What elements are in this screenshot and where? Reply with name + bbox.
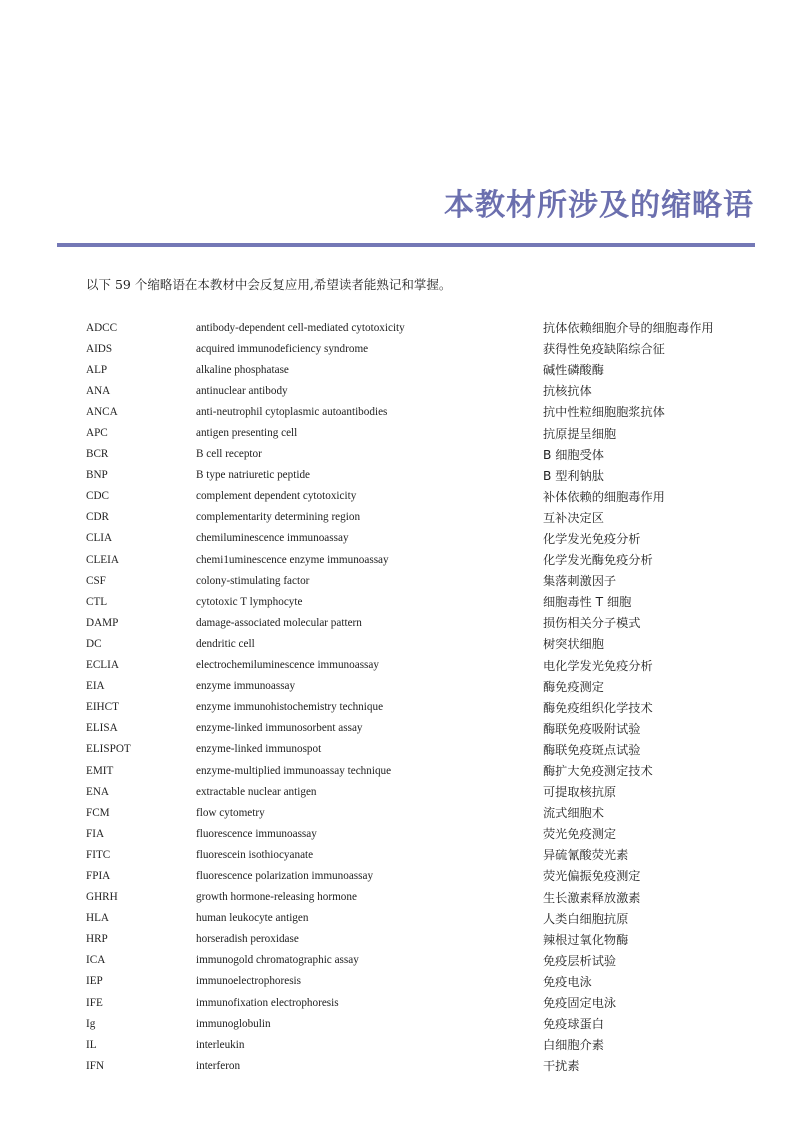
abbreviation-row xyxy=(86,887,766,908)
abbreviation-chinese-name: B 细胞受体 xyxy=(543,447,604,462)
abbreviation-list xyxy=(86,317,766,1076)
abbreviation-chinese-name: 荧光免疫测定 xyxy=(543,827,617,842)
abbreviation-chinese-name: 化学发光酶免疫分析 xyxy=(543,553,653,568)
abbreviation-term: EMIT xyxy=(86,764,114,777)
abbreviation-term: IFN xyxy=(86,1059,105,1072)
abbreviation-row xyxy=(86,380,766,401)
abbreviation-row xyxy=(86,992,766,1013)
abbreviation-full-name: chemiluminescence immunoassay xyxy=(196,532,349,545)
abbreviation-full-name: immunoglobulin xyxy=(196,1017,271,1030)
abbreviation-full-name: interleukin xyxy=(196,1038,245,1051)
abbreviation-full-name: complementarity determining region xyxy=(196,511,361,524)
abbreviation-row xyxy=(86,655,766,676)
abbreviation-row xyxy=(86,549,766,570)
abbreviation-term: ECLIA xyxy=(86,659,119,672)
abbreviation-term: FPIA xyxy=(86,869,111,882)
abbreviation-row xyxy=(86,781,766,802)
abbreviation-full-name: anti-neutrophil cytoplasmic autoantibodies xyxy=(196,405,388,418)
abbreviation-full-name: enzyme-linked immunosorbent assay xyxy=(196,722,363,735)
abbreviation-full-name: enzyme-linked immunospot xyxy=(196,743,322,756)
abbreviation-term: DC xyxy=(86,637,102,650)
abbreviation-full-name: fluorescence polarization immunoassay xyxy=(196,869,374,882)
abbreviation-full-name: colony-stimulating factor xyxy=(196,574,310,587)
abbreviation-term: HLA xyxy=(86,912,109,925)
abbreviation-chinese-name: 人类白细胞抗原 xyxy=(543,911,629,926)
abbreviation-chinese-name: 异硫氰酸荧光素 xyxy=(543,848,629,863)
abbreviation-row xyxy=(86,317,766,338)
page-title: 本教材所涉及的缩略语 xyxy=(444,188,754,223)
abbreviation-chinese-name: 干扰素 xyxy=(543,1059,580,1074)
abbreviation-row xyxy=(86,507,766,528)
abbreviation-chinese-name: 补体依赖的细胞毒作用 xyxy=(543,489,665,504)
abbreviation-chinese-name: 免疫球蛋白 xyxy=(543,1017,604,1032)
abbreviation-full-name: electrochemiluminescence immunoassay xyxy=(196,659,379,672)
abbreviation-full-name: damage-associated molecular pattern xyxy=(196,616,362,629)
abbreviation-full-name: alkaline phosphatase xyxy=(196,363,289,376)
abbreviation-term: Ig xyxy=(86,1017,96,1030)
abbreviation-chinese-name: B 型利钠肽 xyxy=(543,468,604,483)
abbreviation-chinese-name: 抗体依赖细胞介导的细胞毒作用 xyxy=(543,321,714,336)
abbreviation-row xyxy=(86,971,766,992)
abbreviation-term: CLIA xyxy=(86,532,113,545)
abbreviation-chinese-name: 细胞毒性 T 细胞 xyxy=(543,595,632,610)
title-divider xyxy=(57,243,755,247)
abbreviation-row xyxy=(86,676,766,697)
abbreviation-term: ANCA xyxy=(86,405,118,418)
abbreviation-row xyxy=(86,697,766,718)
abbreviation-full-name: acquired immunodeficiency syndrome xyxy=(196,342,369,355)
abbreviation-chinese-name: 酶联免疫斑点试验 xyxy=(543,742,641,757)
abbreviation-row xyxy=(86,338,766,359)
abbreviation-row xyxy=(86,486,766,507)
abbreviation-term: ADCC xyxy=(86,321,118,334)
abbreviation-chinese-name: 电化学发光免疫分析 xyxy=(543,658,653,673)
abbreviation-full-name: horseradish peroxidase xyxy=(196,933,299,946)
abbreviation-term: EIA xyxy=(86,680,105,693)
abbreviation-term: ICA xyxy=(86,954,106,967)
abbreviation-full-name: human leukocyte antigen xyxy=(196,912,309,925)
intro-text: 以下 59 个缩略语在本教材中会反复应用,希望读者能熟记和掌握。 xyxy=(86,277,452,292)
abbreviation-chinese-name: 抗中性粒细胞胞浆抗体 xyxy=(543,405,665,420)
abbreviation-full-name: flow cytometry xyxy=(196,806,265,819)
abbreviation-term: ENA xyxy=(86,785,109,798)
abbreviation-term: IL xyxy=(86,1038,97,1051)
abbreviation-full-name: interferon xyxy=(196,1059,241,1072)
abbreviation-full-name: cytotoxic T lymphocyte xyxy=(196,595,303,608)
abbreviation-chinese-name: 碱性磷酸酶 xyxy=(543,363,604,378)
abbreviation-chinese-name: 流式细胞术 xyxy=(543,806,604,821)
abbreviation-chinese-name: 抗核抗体 xyxy=(543,384,592,399)
abbreviation-term: HRP xyxy=(86,933,108,946)
abbreviation-row xyxy=(86,422,766,443)
abbreviation-row xyxy=(86,950,766,971)
abbreviation-chinese-name: 免疫固定电泳 xyxy=(543,996,617,1011)
abbreviation-full-name: immunofixation electrophoresis xyxy=(196,996,339,1009)
abbreviation-term: CDR xyxy=(86,511,110,524)
abbreviation-term: IFE xyxy=(86,996,103,1009)
abbreviation-row xyxy=(86,633,766,654)
abbreviation-full-name: chemi1uminescence enzyme immunoassay xyxy=(196,553,389,566)
abbreviation-full-name: fluorescein isothiocyanate xyxy=(196,848,314,861)
abbreviation-chinese-name: 互补决定区 xyxy=(543,510,604,525)
abbreviation-term: FIA xyxy=(86,827,105,840)
abbreviation-row xyxy=(86,444,766,465)
abbreviation-row xyxy=(86,570,766,591)
abbreviation-term: BCR xyxy=(86,448,109,461)
abbreviation-term: EIHCT xyxy=(86,701,119,714)
abbreviation-term: ELISPOT xyxy=(86,743,131,756)
abbreviation-full-name: growth hormone-releasing hormone xyxy=(196,891,357,904)
abbreviation-full-name: complement dependent cytotoxicity xyxy=(196,490,357,503)
abbreviation-full-name: enzyme-multiplied immunoassay technique xyxy=(196,764,392,777)
abbreviation-term: FCM xyxy=(86,806,110,819)
abbreviation-term: ANA xyxy=(86,384,111,397)
abbreviation-chinese-name: 可提取核抗原 xyxy=(543,785,617,800)
abbreviation-chinese-name: 白细胞介素 xyxy=(543,1038,604,1053)
abbreviation-chinese-name: 酶免疫测定 xyxy=(543,679,604,694)
abbreviation-term: CSF xyxy=(86,574,106,587)
abbreviation-row xyxy=(86,359,766,380)
abbreviation-term: AIDS xyxy=(86,342,113,355)
abbreviation-term: IEP xyxy=(86,975,103,988)
abbreviation-term: CLEIA xyxy=(86,553,119,566)
abbreviation-chinese-name: 集落刺激因子 xyxy=(543,574,617,589)
abbreviation-full-name: dendritic cell xyxy=(196,637,255,650)
abbreviation-row xyxy=(86,465,766,486)
abbreviation-row xyxy=(86,528,766,549)
abbreviation-full-name: antinuclear antibody xyxy=(196,384,288,397)
abbreviation-row xyxy=(86,1034,766,1055)
abbreviation-full-name: immunogold chromatographic assay xyxy=(196,954,359,967)
abbreviation-chinese-name: 树突状细胞 xyxy=(543,637,604,652)
abbreviation-chinese-name: 酶扩大免疫测定技术 xyxy=(543,764,653,779)
abbreviation-row xyxy=(86,908,766,929)
abbreviation-chinese-name: 酶联免疫吸附试验 xyxy=(543,721,641,736)
abbreviation-full-name: immunoelectrophoresis xyxy=(196,975,302,988)
abbreviation-term: ELISA xyxy=(86,722,118,735)
abbreviation-row xyxy=(86,1013,766,1034)
abbreviation-chinese-name: 免疫层析试验 xyxy=(543,953,617,968)
abbreviation-row xyxy=(86,844,766,865)
abbreviation-chinese-name: 损伤相关分子模式 xyxy=(543,616,641,631)
abbreviation-row xyxy=(86,823,766,844)
abbreviation-term: CTL xyxy=(86,595,108,608)
abbreviation-row xyxy=(86,1055,766,1076)
abbreviation-chinese-name: 抗原提呈细胞 xyxy=(543,426,617,441)
abbreviation-row xyxy=(86,802,766,823)
abbreviation-row xyxy=(86,718,766,739)
abbreviation-term: APC xyxy=(86,427,108,440)
abbreviation-row xyxy=(86,612,766,633)
abbreviation-chinese-name: 获得性免疫缺陷综合征 xyxy=(543,342,665,357)
abbreviation-full-name: B type natriuretic peptide xyxy=(196,469,311,482)
abbreviation-chinese-name: 生长激素释放激素 xyxy=(543,890,641,905)
abbreviation-term: ALP xyxy=(86,363,108,376)
abbreviation-chinese-name: 免疫电泳 xyxy=(543,974,592,989)
abbreviation-term: GHRH xyxy=(86,891,118,904)
abbreviation-row xyxy=(86,591,766,612)
abbreviation-chinese-name: 化学发光免疫分析 xyxy=(543,531,641,546)
abbreviation-full-name: fluorescence immunoassay xyxy=(196,827,317,840)
abbreviation-chinese-name: 荧光偏振免疫测定 xyxy=(543,869,641,884)
abbreviation-chinese-name: 酶免疫组织化学技术 xyxy=(543,700,653,715)
abbreviation-full-name: B cell receptor xyxy=(196,448,262,461)
abbreviation-term: BNP xyxy=(86,469,108,482)
abbreviation-term: FITC xyxy=(86,848,111,861)
abbreviation-full-name: antibody-dependent cell-mediated cytotoxicity xyxy=(196,321,405,334)
abbreviation-full-name: extractable nuclear antigen xyxy=(196,785,317,798)
abbreviation-row xyxy=(86,401,766,422)
abbreviation-full-name: enzyme immunohistochemistry technique xyxy=(196,701,384,714)
abbreviation-full-name: enzyme immunoassay xyxy=(196,680,296,693)
abbreviation-row xyxy=(86,739,766,760)
abbreviation-full-name: antigen presenting cell xyxy=(196,427,298,440)
abbreviation-term: DAMP xyxy=(86,616,119,629)
abbreviation-row xyxy=(86,760,766,781)
abbreviation-row xyxy=(86,865,766,886)
abbreviation-term: CDC xyxy=(86,490,110,503)
abbreviation-row xyxy=(86,929,766,950)
abbreviation-chinese-name: 辣根过氧化物酶 xyxy=(543,932,629,947)
